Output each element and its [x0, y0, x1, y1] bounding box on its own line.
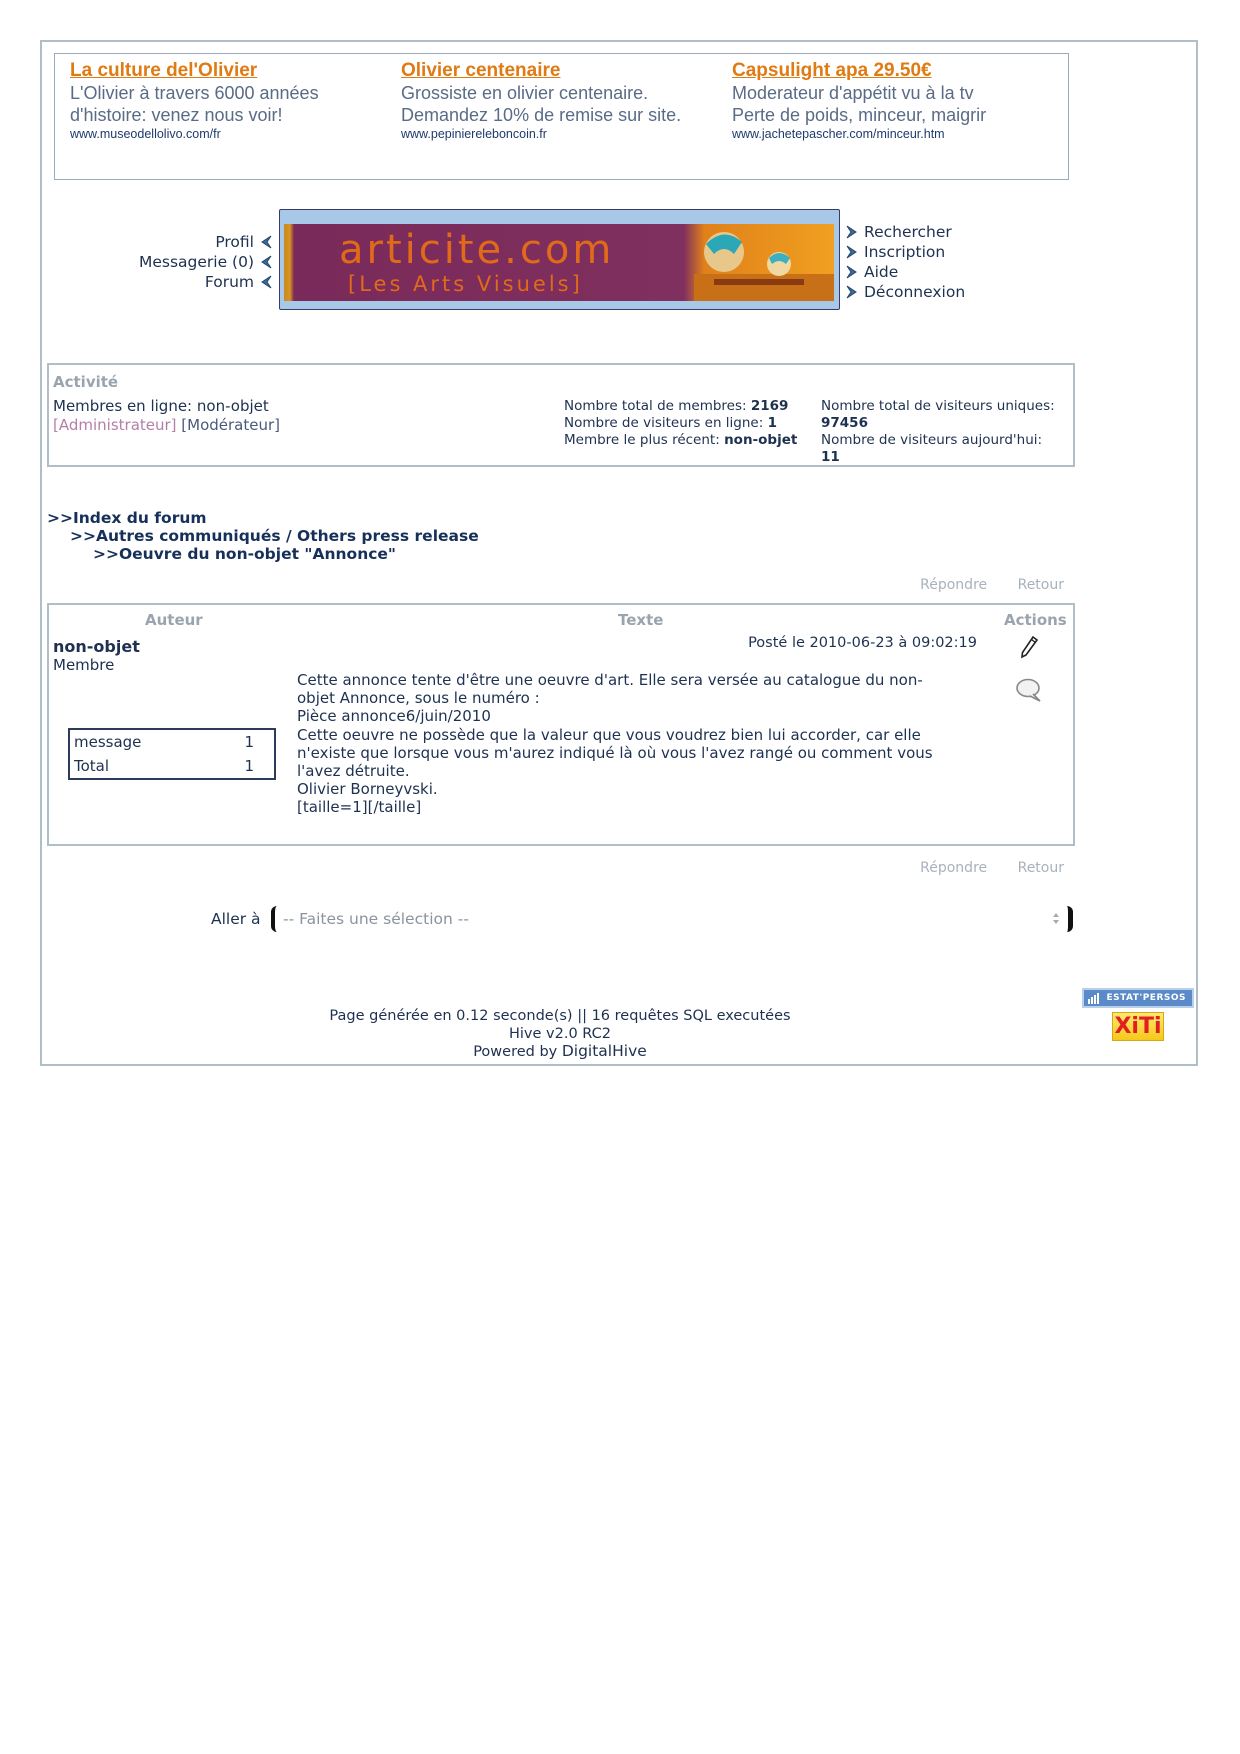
- online-member-link[interactable]: non-objet: [196, 397, 269, 415]
- visitor-stats: [821, 398, 1055, 466]
- ad-3-desc-line1: Moderateur d'appétit vu à la tv: [732, 83, 974, 103]
- ad-1-desc-line1: L'Olivier à travers 6000 années: [70, 83, 319, 103]
- nav-profil-label: Profil: [215, 233, 254, 251]
- chevron-right-icon: [846, 285, 858, 299]
- chevron-left-icon: [260, 235, 272, 249]
- post-body-line: Olivier Borneyvski.: [297, 780, 438, 799]
- unique-visitors-label: Nombre total de visiteurs uniques:: [821, 398, 1055, 414]
- breadcrumb-topic[interactable]: >>Oeuvre du non-objet "Annonce": [93, 545, 397, 563]
- nav-profil[interactable]: [139, 232, 272, 252]
- estat-badge-label: ESTAT'PERSOS: [1106, 993, 1186, 1003]
- breadcrumb-category[interactable]: >>Autres communiqués / Others press release: [70, 527, 479, 545]
- nav-inscription-label: Inscription: [864, 243, 946, 261]
- nav-messagerie-label: Messagerie (0): [138, 253, 254, 271]
- back-button-bottom[interactable]: Retour: [1017, 860, 1064, 876]
- select-arrows-icon: [1049, 906, 1073, 932]
- post-body-line: Pièce annonce6/juin/2010: [297, 707, 491, 726]
- col-header-actions: Actions: [1004, 611, 1067, 629]
- stats-total-label: Total: [74, 757, 110, 775]
- newest-member-label: Membre le plus récent:: [564, 432, 720, 448]
- jump-select-value: -- Faites une sélection --: [283, 910, 469, 928]
- ad-2[interactable]: [401, 60, 731, 142]
- post-table: [47, 603, 1075, 846]
- xiti-badge-label: XiTi: [1114, 1014, 1162, 1039]
- post-author[interactable]: non-objet: [53, 637, 140, 656]
- breadcrumb-forum-index[interactable]: >>Index du forum: [47, 509, 207, 527]
- post-author-role: Membre: [53, 656, 115, 674]
- jump-select[interactable]: [271, 906, 1073, 932]
- today-visitors-label: Nombre de visiteurs aujourd'hui:: [821, 432, 1043, 448]
- member-stats: [564, 398, 797, 449]
- chevron-right-icon: [846, 245, 858, 259]
- post-body-line: objet Annonce, sous le numéro :: [297, 689, 540, 708]
- chevron-right-icon: [846, 265, 858, 279]
- nav-inscription[interactable]: [846, 242, 965, 262]
- online-members-label: Membres en ligne:: [53, 397, 193, 415]
- quote-bubble-icon[interactable]: [1015, 677, 1043, 703]
- banner-image: [284, 224, 834, 301]
- nav-left: [139, 232, 272, 292]
- reply-button-bottom[interactable]: Répondre: [920, 860, 988, 876]
- back-button-top[interactable]: Retour: [1017, 577, 1064, 593]
- visitors-online-label: Nombre de visiteurs en ligne:: [564, 415, 764, 431]
- reply-button-top[interactable]: Répondre: [920, 577, 988, 593]
- chevron-left-icon: [260, 275, 272, 289]
- post-date: Posté le 2010-06-23 à 09:02:19: [748, 635, 977, 651]
- jump-label: Aller à: [211, 910, 261, 928]
- post-body-line: l'avez détruite.: [297, 762, 410, 781]
- stats-message-label: message: [74, 733, 142, 751]
- ad-1-title[interactable]: La culture del'Olivier: [70, 60, 258, 81]
- ad-3-desc-line2: Perte de poids, minceur, maigrir: [732, 105, 987, 125]
- chevron-left-icon: [260, 255, 272, 269]
- footer-version: Hive v2.0 RC2: [509, 1025, 611, 1042]
- ad-2-desc-line1: Grossiste en olivier centenaire.: [401, 83, 649, 103]
- total-members-label: Nombre total de membres:: [564, 398, 747, 414]
- nav-aide-label: Aide: [864, 263, 899, 281]
- activity-title: Activité: [53, 373, 119, 391]
- col-header-author: Auteur: [145, 611, 203, 629]
- nav-deconnexion[interactable]: [846, 282, 965, 302]
- footer-generation-info: Page générée en 0.12 seconde(s) || 16 requêtes SQL executées: [329, 1008, 791, 1024]
- post-body-line: [taille=1][/taille]: [297, 798, 422, 817]
- ad-2-title[interactable]: Olivier centenaire: [401, 60, 561, 81]
- stats-message-value: 1: [244, 733, 254, 751]
- newest-member-link[interactable]: non-objet: [724, 432, 798, 448]
- footer: [300, 1008, 820, 1062]
- activity-panel: [47, 363, 1075, 467]
- post-body: [297, 671, 977, 817]
- breadcrumb: [47, 509, 479, 563]
- post-body-line: Cette annonce tente d'être une oeuvre d'art. Elle sera versée au catalogue du non-: [297, 671, 923, 689]
- role-administrator: [Administrateur]: [53, 416, 177, 434]
- ad-1-desc-line2: d'histoire: venez nous voir!: [70, 105, 283, 125]
- nav-forum[interactable]: [139, 272, 272, 292]
- top-actions: [894, 577, 1064, 593]
- ad-2-url[interactable]: www.pepiniereleboncoin.fr: [401, 127, 547, 141]
- post-body-line: n'existe que lorsque vous m'aurez indiqué là où vous l'avez rangé ou comment vous: [297, 743, 933, 762]
- estat-badge[interactable]: [1082, 988, 1194, 1008]
- total-members-value: 2169: [750, 398, 789, 414]
- post-body-line: Cette oeuvre ne possède que la valeur que vous voudrez bien lui accorder, car elle: [297, 725, 921, 744]
- site-banner[interactable]: [279, 209, 840, 310]
- banner-title: articite.com: [339, 227, 615, 273]
- today-visitors-value: 11: [821, 449, 840, 465]
- ad-1-url[interactable]: www.museodellolivo.com/fr: [70, 127, 221, 141]
- bar-chart-icon: [1088, 993, 1102, 1004]
- ad-3[interactable]: [732, 60, 1062, 142]
- stats-total-value: 1: [244, 757, 254, 775]
- nav-forum-label: Forum: [204, 273, 254, 291]
- bottom-actions: [894, 860, 1064, 876]
- col-header-text: Texte: [618, 611, 664, 629]
- nav-rechercher-label: Rechercher: [864, 223, 952, 241]
- banner-subtitle: [Les Arts Visuels]: [348, 272, 583, 296]
- banner-artwork-icon: [684, 224, 834, 301]
- nav-aide[interactable]: [846, 262, 965, 282]
- xiti-badge[interactable]: [1112, 1012, 1164, 1041]
- online-members: [53, 397, 280, 435]
- ad-3-url[interactable]: www.jachetepascher.com/minceur.htm: [732, 127, 945, 141]
- chevron-right-icon: [846, 225, 858, 239]
- ad-panel: [54, 53, 1069, 180]
- edit-pencil-icon[interactable]: [1019, 635, 1039, 659]
- role-moderator: [Modérateur]: [181, 416, 281, 434]
- unique-visitors-value: 97456: [821, 415, 868, 431]
- footer-powered-link[interactable]: DigitalHive: [561, 1042, 647, 1060]
- nav-deconnexion-label: Déconnexion: [864, 283, 966, 301]
- ad-3-title[interactable]: Capsulight apa 29.50€: [732, 60, 932, 81]
- nav-rechercher[interactable]: [846, 222, 965, 242]
- ad-1[interactable]: [70, 60, 400, 142]
- nav-messagerie[interactable]: [139, 252, 272, 272]
- footer-powered-label: Powered by: [473, 1044, 558, 1060]
- ad-2-desc-line2: Demandez 10% de remise sur site.: [401, 105, 682, 125]
- visitors-online-value: 1: [767, 415, 777, 431]
- author-stats-box: [68, 728, 276, 780]
- nav-right: [846, 222, 965, 302]
